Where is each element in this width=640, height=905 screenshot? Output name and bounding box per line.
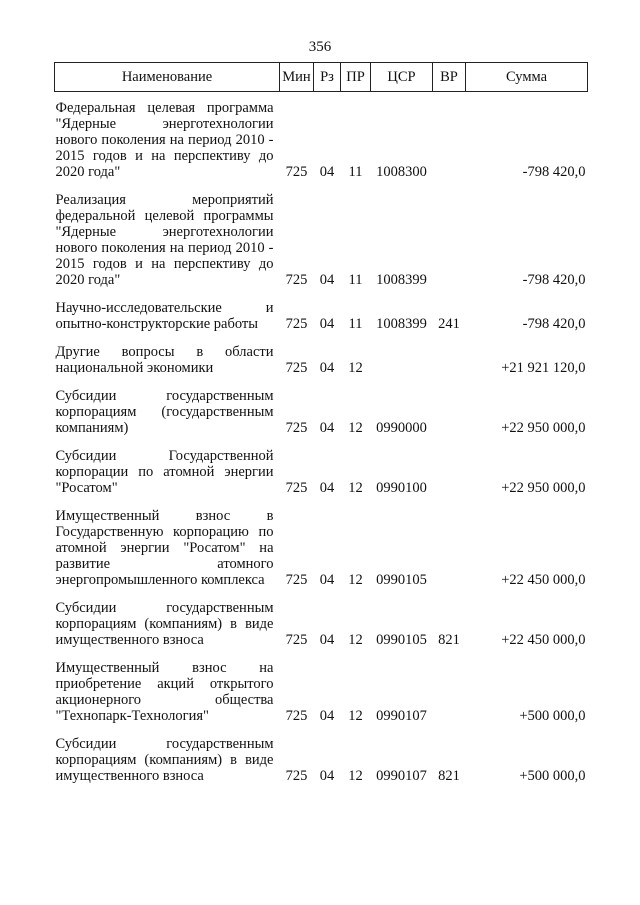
row-sum: +22 450 000,0 [501, 572, 586, 588]
row-vr [433, 184, 466, 292]
row-name: Субсидии государственным корпорациям (государственным компаниям) [55, 388, 274, 436]
row-name: Научно-исследовательские и опытно-конструкторские работы [55, 300, 274, 332]
row-rz: 04 [319, 708, 335, 724]
row-min: 725 [285, 632, 308, 648]
row-name: Субсидии государственным корпорациям (компаниям) в виде имущественного взноса [55, 736, 274, 784]
row-pr: 12 [348, 708, 363, 724]
row-vr [433, 652, 466, 728]
row-name: Субсидии государственным корпорациям (компаниям) в виде имущественного взноса [55, 600, 274, 648]
header-rz: Рз [314, 63, 341, 92]
table-row [55, 728, 588, 788]
row-sum: +22 950 000,0 [501, 480, 586, 496]
header-min: Мин [280, 63, 314, 92]
row-name: Реализация мероприятий федеральной целевой программы "Ядерные энерготехнологии нового поколения на период 2010 - 2015 годов и на перспективу до 2020 года" [55, 192, 274, 288]
row-min: 725 [285, 164, 308, 180]
row-min: 725 [285, 272, 308, 288]
table-row [55, 380, 588, 440]
row-sum: -798 420,0 [522, 272, 586, 288]
table-header-row [55, 63, 588, 92]
row-csr [371, 336, 433, 380]
row-rz: 04 [319, 480, 335, 496]
row-vr [433, 380, 466, 440]
row-csr: 0990105 [376, 632, 427, 648]
row-sum: +22 450 000,0 [501, 632, 586, 648]
row-rz: 04 [319, 572, 335, 588]
budget-table [54, 62, 588, 788]
row-min: 725 [285, 360, 308, 376]
row-vr [433, 440, 466, 500]
row-min: 725 [285, 316, 308, 332]
table-row [55, 440, 588, 500]
row-pr: 12 [348, 768, 363, 784]
row-name: Субсидии Государственной корпорации по атомной энергии "Росатом" [55, 448, 274, 496]
table-row [55, 500, 588, 592]
row-csr: 1008300 [376, 164, 427, 180]
header-vr: ВР [433, 63, 466, 92]
row-min: 725 [285, 708, 308, 724]
row-rz: 04 [319, 420, 335, 436]
row-rz: 04 [319, 272, 335, 288]
row-csr: 0990107 [376, 708, 427, 724]
table-row [55, 92, 588, 185]
row-sum: +22 950 000,0 [501, 420, 586, 436]
row-rz: 04 [319, 632, 335, 648]
row-sum: +21 921 120,0 [501, 360, 586, 376]
row-csr: 0990000 [376, 420, 427, 436]
row-csr: 0990107 [376, 768, 427, 784]
row-sum: +500 000,0 [519, 708, 586, 724]
row-min: 725 [285, 572, 308, 588]
row-csr: 0990105 [376, 572, 427, 588]
header-name: Наименование [55, 63, 280, 92]
row-vr: 821 [438, 632, 460, 648]
row-pr: 12 [348, 420, 363, 436]
row-csr: 0990100 [376, 480, 427, 496]
header-sum: Сумма [466, 63, 588, 92]
row-sum: +500 000,0 [519, 768, 586, 784]
table-row [55, 652, 588, 728]
row-csr: 1008399 [376, 316, 427, 332]
row-vr [433, 500, 466, 592]
row-pr: 11 [348, 316, 363, 332]
row-vr: 241 [438, 316, 460, 332]
table-row [55, 336, 588, 380]
row-min: 725 [285, 420, 308, 436]
row-min: 725 [285, 480, 308, 496]
header-csr: ЦСР [371, 63, 433, 92]
row-name: Федеральная целевая программа "Ядерные энерготехнологии нового поколения на период 2010 - 2015 годов и на перспективу до 2020 года" [55, 100, 274, 180]
row-sum: -798 420,0 [522, 316, 586, 332]
page-number: 356 [308, 39, 332, 55]
row-vr [433, 92, 466, 185]
row-pr: 11 [348, 272, 363, 288]
table-row [55, 184, 588, 292]
row-vr [433, 336, 466, 380]
row-rz: 04 [319, 360, 335, 376]
row-rz: 04 [319, 768, 335, 784]
row-name: Имущественный взнос на приобретение акций открытого акционерного общества "Технопарк-Технология" [55, 660, 274, 724]
row-vr: 821 [438, 768, 460, 784]
row-pr: 12 [348, 480, 363, 496]
row-pr: 11 [348, 164, 363, 180]
row-sum: -798 420,0 [522, 164, 586, 180]
header-pr: ПР [341, 63, 371, 92]
row-min: 725 [285, 768, 308, 784]
row-pr: 12 [348, 360, 363, 376]
row-pr: 12 [348, 632, 363, 648]
row-rz: 04 [319, 316, 335, 332]
row-pr: 12 [348, 572, 363, 588]
row-csr: 1008399 [376, 272, 427, 288]
row-rz: 04 [319, 164, 335, 180]
row-name: Имущественный взнос в Государственную корпорацию по атомной энергии "Росатом" на развитие атомного энергопромышленного комплекса [55, 508, 274, 588]
table-row [55, 592, 588, 652]
table-row [55, 292, 588, 336]
row-name: Другие вопросы в области национальной экономики [55, 344, 274, 376]
